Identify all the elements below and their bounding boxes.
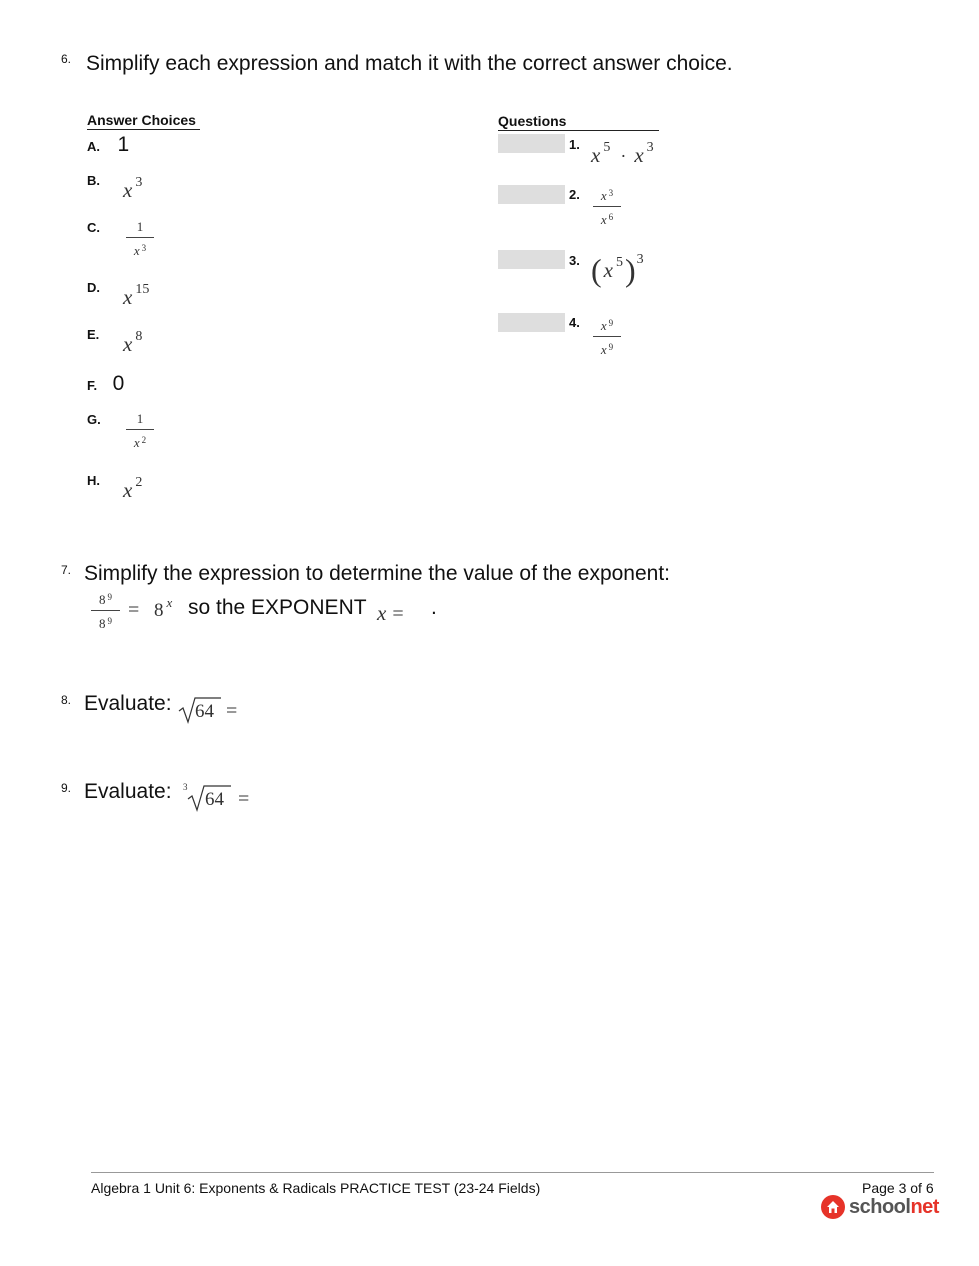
exponent: 5 [603, 140, 611, 155]
choice-f [87, 372, 124, 396]
base: x [591, 143, 601, 167]
exponent: 3 [135, 175, 143, 190]
choice-letter: F. [87, 378, 98, 393]
q7-mid-text: so the EXPONENT [188, 596, 367, 619]
choice-c-fraction [126, 220, 154, 258]
exponent: x [166, 595, 173, 610]
denominator-exponent: 2 [141, 435, 147, 445]
q7-equals: = [128, 599, 140, 621]
question-3-expression [591, 252, 644, 289]
choice-g-fraction [126, 412, 154, 450]
footer-title: Algebra 1 Unit 6: Exponents & Radicals PRACTICE TEST (23-24 Fields) [91, 1180, 541, 1196]
denominator-exponent: 9 [107, 616, 112, 626]
q8-prompt: Evaluate: [84, 692, 172, 715]
denominator-base: x [600, 212, 607, 227]
answer-choices-header: Answer Choices [87, 112, 200, 130]
numerator-base: 8 [99, 592, 106, 607]
base: x [603, 258, 613, 282]
question-1-expression [591, 140, 654, 168]
base: x [123, 178, 133, 202]
choice-b-expression [123, 175, 143, 203]
numerator: 1 [136, 219, 144, 234]
multiply-operator: · [620, 146, 627, 166]
q9-root-index: 3 [183, 782, 188, 792]
q8-number: 8. [61, 693, 72, 707]
q7-number: 7. [61, 563, 72, 577]
q9-equals: = [238, 788, 250, 810]
q8-radicand: 64 [195, 701, 214, 722]
brand-name [849, 1196, 939, 1219]
base: x [123, 332, 133, 356]
brand-part-school: school [849, 1195, 911, 1218]
choice-value: 1 [117, 133, 130, 156]
answer-blank-1[interactable] [498, 134, 565, 153]
q9-number: 9. [61, 781, 72, 795]
numerator: 1 [136, 411, 144, 426]
denominator-base: x [600, 342, 607, 357]
q9-radicand: 64 [205, 789, 224, 810]
choice-d-expression [123, 282, 150, 310]
exponent: 2 [135, 475, 143, 490]
question-2-label: 2. [569, 187, 580, 202]
exponent: 15 [135, 282, 150, 297]
choice-g-letter: G. [87, 412, 101, 427]
q7-prompt: Simplify the expression to determine the value of the exponent: [84, 562, 671, 585]
choice-b-letter: B. [87, 173, 100, 188]
base: x [123, 285, 133, 309]
base: x [123, 478, 133, 502]
q8-answer-input[interactable] [246, 700, 276, 722]
numerator-exponent: 3 [608, 188, 614, 198]
choice-a [87, 133, 129, 157]
question-4-label: 4. [569, 315, 580, 330]
q7-fraction [91, 590, 120, 631]
denominator-base: 8 [99, 616, 106, 631]
numerator-exponent: 9 [608, 318, 614, 328]
exponent: 8 [135, 329, 143, 344]
base: x [634, 143, 644, 167]
choice-h-expression [123, 475, 143, 503]
question-4-fraction [593, 316, 621, 357]
outer-exponent: 3 [636, 252, 644, 267]
page-number: Page 3 of 6 [862, 1180, 934, 1196]
inner-exponent: 5 [615, 255, 623, 270]
left-paren: ( [591, 252, 602, 288]
choice-letter: A. [87, 139, 100, 154]
q7-period: . [431, 596, 437, 619]
question-3-label: 3. [569, 253, 580, 268]
denominator-exponent: 3 [141, 243, 147, 253]
variable: x [377, 601, 387, 625]
denominator-exponent: 6 [608, 212, 614, 222]
schoolnet-logo [821, 1195, 939, 1219]
q6-prompt: Simplify each expression and match it with the correct answer choice. [86, 52, 733, 75]
numerator-exponent: 9 [107, 592, 112, 602]
q7-rhs [154, 595, 173, 622]
q7-answer-input[interactable] [415, 599, 431, 621]
footer-divider [91, 1172, 934, 1173]
denominator-base: x [133, 435, 140, 450]
answer-blank-3[interactable] [498, 250, 565, 269]
choice-e-expression [123, 329, 143, 357]
base: 8 [154, 600, 164, 621]
q8-equals: = [226, 700, 238, 722]
answer-blank-4[interactable] [498, 313, 565, 332]
q9-answer-input[interactable] [258, 788, 288, 810]
choice-h-letter: H. [87, 473, 100, 488]
question-1-label: 1. [569, 137, 580, 152]
q6-number: 6. [61, 52, 72, 66]
questions-header: Questions [498, 113, 659, 131]
denominator-base: x [133, 243, 140, 258]
exponent: 3 [646, 140, 654, 155]
choice-value: 0 [112, 372, 125, 395]
answer-blank-2[interactable] [498, 185, 565, 204]
right-paren: ) [624, 252, 636, 288]
equals-sign: = [392, 603, 404, 625]
denominator-exponent: 9 [608, 342, 614, 352]
q7-answer-expression [377, 601, 404, 626]
house-icon [821, 1195, 845, 1219]
q9-prompt: Evaluate: [84, 780, 172, 803]
numerator-base: x [600, 318, 607, 333]
numerator-base: x [600, 188, 607, 203]
brand-part-net: net [910, 1195, 939, 1218]
choice-d-letter: D. [87, 280, 100, 295]
choice-c-letter: C. [87, 220, 100, 235]
choice-e-letter: E. [87, 327, 100, 342]
question-2-fraction [593, 186, 621, 227]
